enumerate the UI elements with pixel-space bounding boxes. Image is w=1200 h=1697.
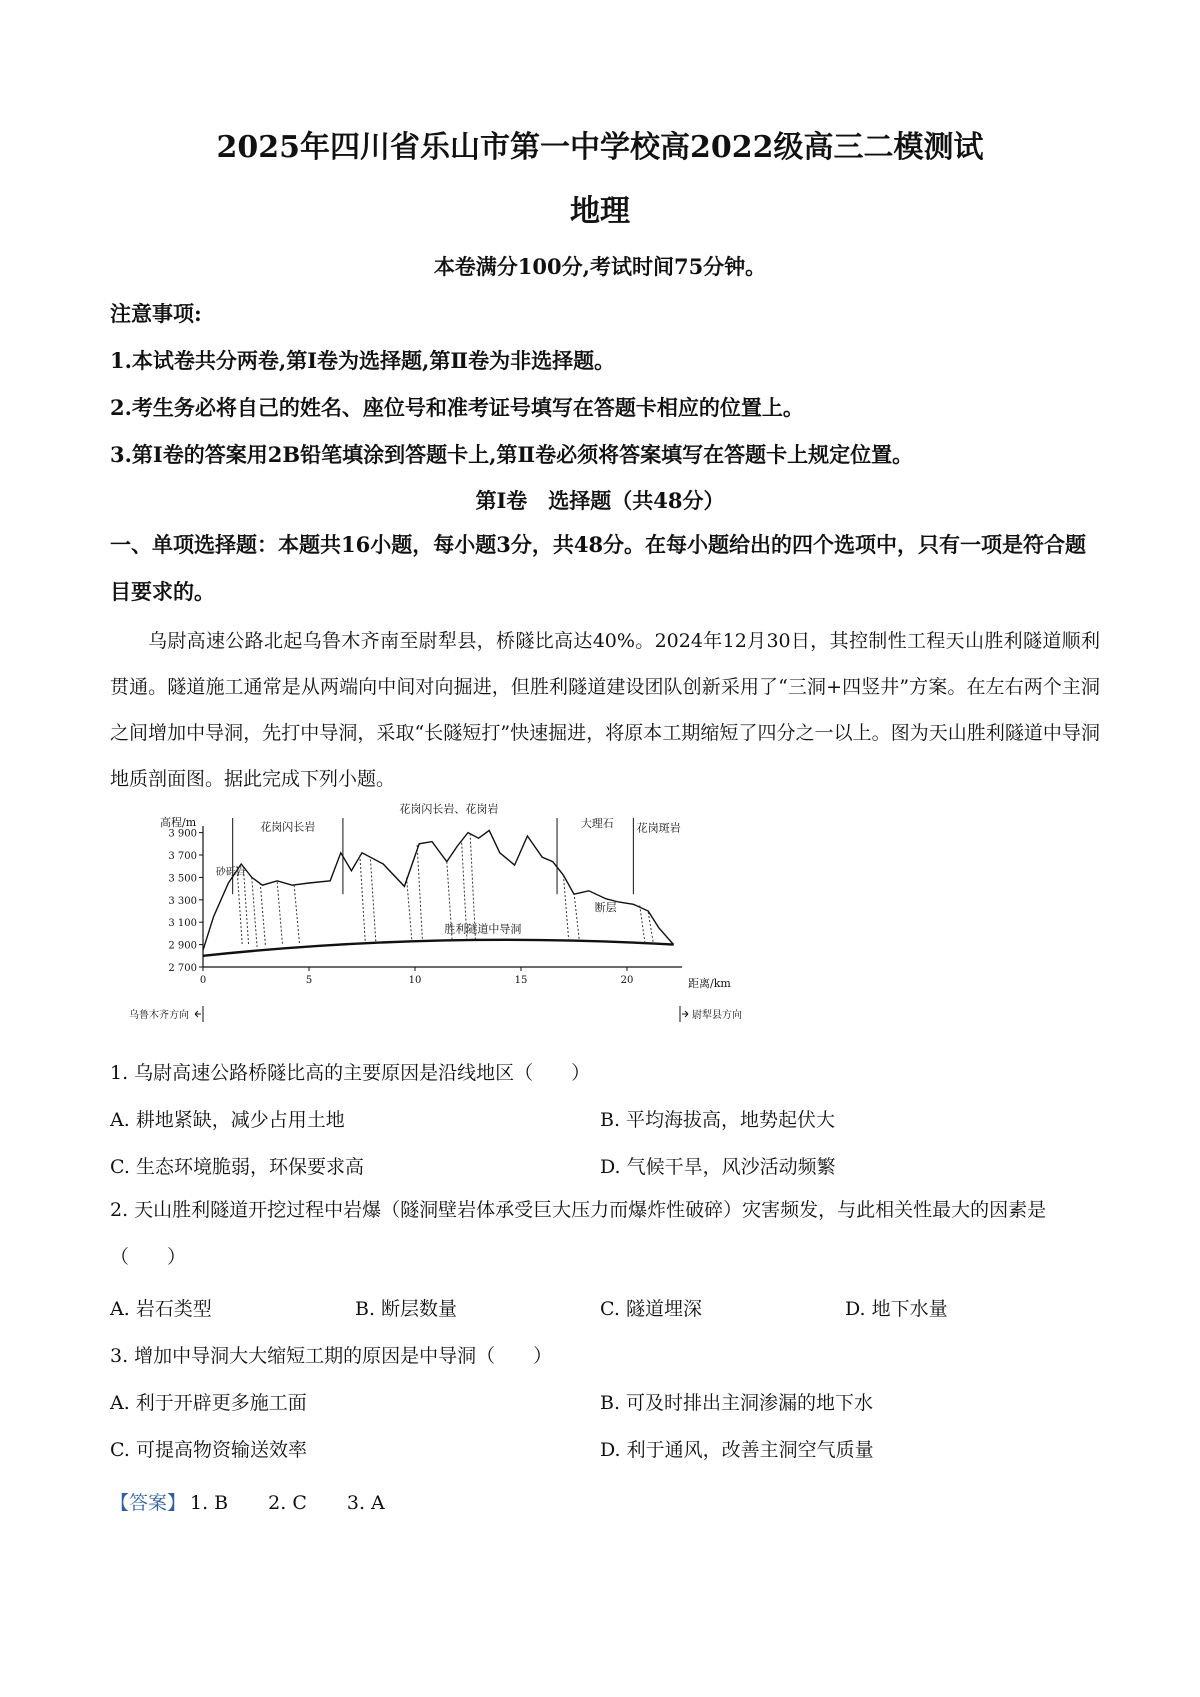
right-direction-arrow (682, 1011, 688, 1017)
y-tick-label: 3 500 (168, 873, 197, 885)
tunnel-label: 胜利隧道中导洞 (444, 922, 522, 936)
q3-option-a[interactable]: A. 利于开辟更多施工面 (110, 1392, 307, 1414)
question-3-stem: 3. 增加中导洞大大缩短工期的原因是中导洞（ ） (110, 1345, 553, 1367)
y-tick-label: 3 100 (168, 918, 197, 930)
q2-option-a[interactable]: A. 岩石类型 (110, 1298, 212, 1320)
x-tick-label: 5 (305, 975, 313, 986)
left-direction-arrow (195, 1011, 201, 1017)
score-info: 本卷满分100分,考试时间75分钟。 (433, 254, 767, 279)
x-tick-label: 15 (514, 975, 528, 986)
fault-line (260, 883, 265, 947)
fault-label: 断层 (594, 901, 617, 914)
answer-3: 3. A (346, 1492, 385, 1514)
left-direction-label: 乌鲁木齐方向 (129, 1010, 189, 1021)
q2-option-b[interactable]: B. 断层数量 (355, 1298, 458, 1320)
q1-option-a[interactable]: A. 耕地紧缺，减少占用土地 (110, 1109, 345, 1131)
note-item-1: 1.本试卷共分两卷,第Ⅰ卷为选择题,第Ⅱ卷为非选择题。 (110, 348, 616, 373)
rock-label-granodiorite: 花岗闪长岩 (260, 820, 316, 834)
fault-line (252, 877, 257, 946)
x-tick-label: 0 (199, 975, 207, 986)
y-tick-label: 2 700 (168, 963, 197, 974)
fault-line (563, 875, 568, 940)
y-tick-label: 3 300 (168, 895, 197, 907)
answer-line (110, 1488, 385, 1515)
tunnel-line (203, 940, 674, 956)
fault-line (370, 859, 375, 941)
q1-option-d[interactable]: D. 气候干旱，风沙活动频繁 (600, 1156, 836, 1178)
y-tick-label: 3 900 (168, 828, 197, 840)
fault-line (407, 877, 412, 940)
answer-1: 1. B (190, 1492, 229, 1514)
answer-tag: 【答案】 (110, 1492, 187, 1514)
profile-svg (100, 802, 820, 1027)
q3-option-d[interactable]: D. 利于通风，改善主洞空气质量 (600, 1439, 874, 1461)
fault-line (360, 855, 365, 941)
rock-label-granodiorite-granite: 花岗闪长岩、花岗岩 (399, 802, 499, 816)
reading-passage (110, 618, 1100, 802)
answer-2: 2. C (268, 1492, 307, 1514)
q1-option-c[interactable]: C. 生态环境脆弱，环保要求高 (110, 1156, 364, 1178)
section-heading: 一、单项选择题：本题共16小题，每小题3分，共48分。在每小题给出的四个选项中，只有一项是符合题目要求的。 (110, 532, 1087, 604)
notes-heading: 注意事项: (110, 301, 202, 326)
part1-heading: 第Ⅰ卷 选择题（共48分） (475, 488, 725, 513)
question-2-stem: 2. 天山胜利隧道开挖过程中岩爆（隧洞壁岩体承受巨大压力而爆炸性破碎）灾害频发，与此相关性最大的因素是（ ） (110, 1199, 1047, 1268)
fault-line (640, 905, 645, 943)
q2-option-d[interactable]: D. 地下水量 (845, 1298, 948, 1320)
note-item-3: 3.第Ⅰ卷的答案用2B铅笔填涂到答题卡上,第Ⅱ卷必须将答案填写在答题卡上规定位置。 (110, 442, 914, 467)
subject-title: 地理 (570, 194, 630, 229)
note-item-2: 2.考生务必将自己的姓名、座位号和准考证号填写在答题卡相应的位置上。 (110, 395, 804, 420)
question-1-stem: 1. 乌尉高速公路桥隧比高的主要原因是沿线地区（ ） (110, 1062, 591, 1084)
terrain-profile-line (203, 830, 674, 950)
rock-label-sandstone: 砂砾岩 (215, 867, 246, 879)
fault-line (417, 845, 422, 940)
x-axis-label: 距离/km (688, 977, 731, 990)
y-tick-label: 3 700 (168, 851, 197, 862)
q1-option-b[interactable]: B. 平均海拔高，地势起伏大 (600, 1109, 836, 1131)
fault-line (277, 882, 282, 945)
exam-title: 2025年四川省乐山市第一中学校高2022级高三二模测试 (216, 130, 984, 165)
passage-text: 乌尉高速公路北起乌鲁木齐南至尉犁县，桥隧比高达40%。2024年12月30日，其控制性工程天山胜利隧道顺利贯通。隧道施工通常是从两端向中间对向掘进，但胜利隧道建设团队创新采用了“三洞+四竖井”方案。在左右两个主洞之间增加中导洞，先打中导洞，采取“长隧短打”快速掘进，将原本工期缩短了四分之一以上。图为天山胜利隧道中导洞地质剖面图。据此完成下列小题。 (110, 630, 1100, 790)
geologic-profile-figure (100, 802, 820, 1027)
rock-label-marble: 大理石 (580, 817, 614, 830)
x-tick-label: 20 (620, 975, 634, 986)
q2-option-c[interactable]: C. 隧道埋深 (600, 1298, 702, 1320)
right-direction-label: 尉犁县方向 (692, 1010, 742, 1021)
y-axis-label: 高程/m (160, 816, 197, 829)
y-tick-label: 2 900 (168, 940, 197, 952)
fault-line (574, 893, 579, 940)
rock-label-granite-porphyry: 花岗斑岩 (636, 821, 681, 835)
x-tick-label: 10 (408, 975, 422, 986)
q3-option-c[interactable]: C. 可提高物资输送效率 (110, 1439, 307, 1461)
fault-line (294, 885, 299, 943)
q3-option-b[interactable]: B. 可及时排出主洞渗漏的地下水 (600, 1392, 874, 1414)
